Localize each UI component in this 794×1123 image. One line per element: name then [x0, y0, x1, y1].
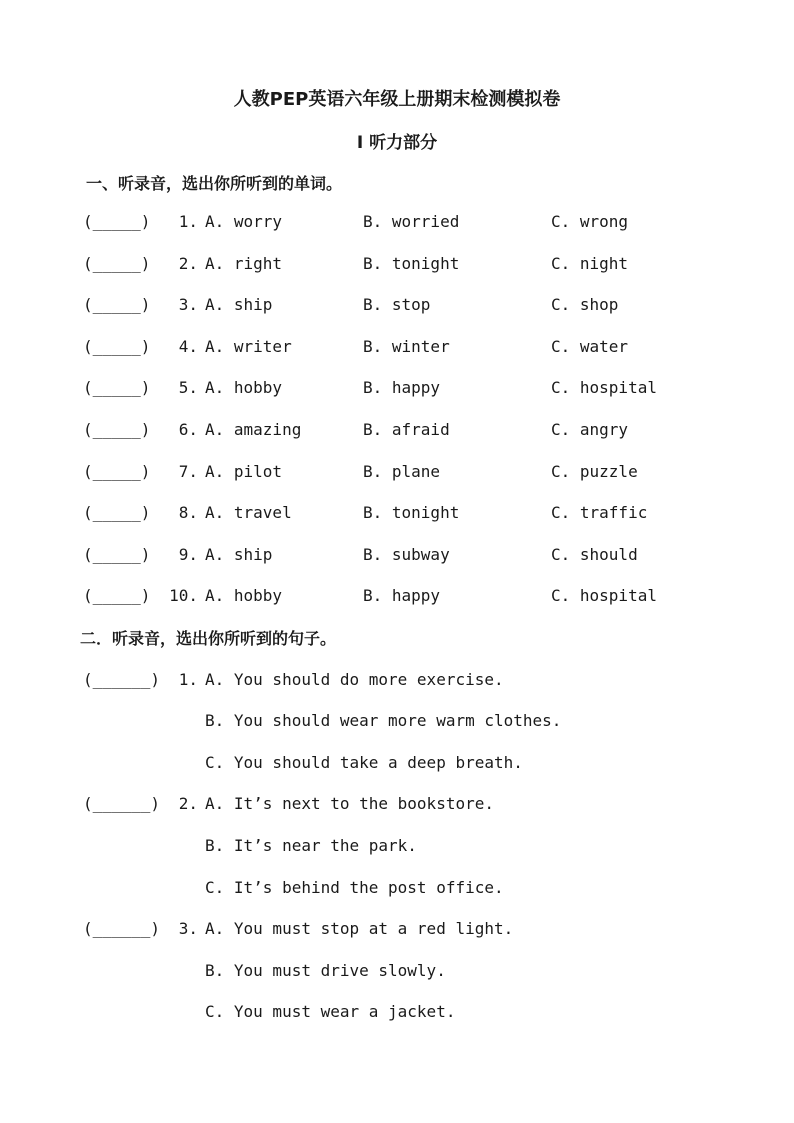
question-number: 5.	[178, 378, 198, 397]
question-number: 2.	[178, 254, 198, 273]
page-title: 人教PEP英语六年级上册期末检测模拟卷	[233, 89, 561, 110]
question-number: 6.	[178, 420, 198, 439]
answer-blank[interactable]: (______)	[83, 794, 161, 813]
option-row	[0, 753, 794, 777]
answer-blank[interactable]: (_____)	[83, 212, 151, 231]
question-row	[0, 295, 794, 319]
question-number: 3.	[178, 919, 198, 938]
option-b: B. happy	[363, 378, 441, 397]
option-b: B. plane	[363, 462, 441, 481]
option-b: B. You should wear more warm clothes.	[205, 711, 562, 730]
option-a: A. It’s next to the bookstore.	[205, 794, 494, 813]
option-a: A. right	[205, 254, 283, 273]
question-number: 3.	[178, 295, 198, 314]
option-row	[0, 836, 794, 860]
answer-blank[interactable]: (_____)	[83, 295, 151, 314]
question-row	[0, 503, 794, 527]
option-b: B. tonight	[363, 503, 460, 522]
option-c: C. hospital	[551, 586, 657, 605]
option-b: B. winter	[363, 337, 450, 356]
section2-heading: 二．听录音，选出你所听到的句子。	[80, 629, 337, 648]
question-number: 7.	[178, 462, 198, 481]
option-b: B. subway	[363, 545, 450, 564]
answer-blank[interactable]: (_____)	[83, 420, 151, 439]
option-c: C. puzzle	[551, 462, 638, 481]
option-c: C. You must wear a jacket.	[205, 1002, 456, 1021]
question-row	[0, 212, 794, 236]
question-row	[0, 254, 794, 278]
option-c: C. wrong	[551, 212, 629, 231]
option-row	[0, 961, 794, 985]
option-b: B. You must drive slowly.	[205, 961, 446, 980]
option-a: A. travel	[205, 503, 292, 522]
option-c: C. angry	[551, 420, 629, 439]
option-c: C. water	[551, 337, 629, 356]
option-b: B. It’s near the park.	[205, 836, 417, 855]
option-a: A. writer	[205, 337, 292, 356]
question-row	[0, 545, 794, 569]
option-b: B. worried	[363, 212, 460, 231]
answer-blank[interactable]: (______)	[83, 670, 161, 689]
option-c: C. shop	[551, 295, 619, 314]
option-b: B. happy	[363, 586, 441, 605]
option-c: C. It’s behind the post office.	[205, 878, 504, 897]
option-c: C. You should take a deep breath.	[205, 753, 523, 772]
question-number: 9.	[178, 545, 198, 564]
question-row	[0, 670, 794, 694]
option-a: A. ship	[205, 295, 273, 314]
question-number: 1.	[178, 670, 198, 689]
option-c: C. should	[551, 545, 638, 564]
question-row	[0, 462, 794, 486]
answer-blank[interactable]: (_____)	[83, 586, 151, 605]
question-number: 8.	[178, 503, 198, 522]
option-row	[0, 878, 794, 902]
option-b: B. stop	[363, 295, 431, 314]
question-row	[0, 378, 794, 402]
answer-blank[interactable]: (_____)	[83, 545, 151, 564]
option-c: C. hospital	[551, 378, 657, 397]
option-c: C. night	[551, 254, 629, 273]
answer-blank[interactable]: (______)	[83, 919, 161, 938]
option-c: C. traffic	[551, 503, 648, 522]
answer-blank[interactable]: (_____)	[83, 503, 151, 522]
option-a: A. ship	[205, 545, 273, 564]
option-row	[0, 711, 794, 735]
option-b: B. afraid	[363, 420, 450, 439]
question-row	[0, 337, 794, 361]
option-a: A. hobby	[205, 586, 283, 605]
option-row	[0, 1002, 794, 1026]
option-a: A. hobby	[205, 378, 283, 397]
answer-blank[interactable]: (_____)	[83, 378, 151, 397]
question-row	[0, 420, 794, 444]
answer-blank[interactable]: (_____)	[83, 462, 151, 481]
question-number: 2.	[178, 794, 198, 813]
answer-blank[interactable]: (_____)	[83, 254, 151, 273]
question-row	[0, 919, 794, 943]
question-row	[0, 586, 794, 610]
question-number: 1.	[178, 212, 198, 231]
question-number: 4.	[178, 337, 198, 356]
option-b: B. tonight	[363, 254, 460, 273]
option-a: A. You must stop at a red light.	[205, 919, 514, 938]
question-row	[0, 794, 794, 818]
option-a: A. worry	[205, 212, 283, 231]
question-number: 10.	[169, 586, 198, 605]
option-a: A. You should do more exercise.	[205, 670, 504, 689]
section1-heading: 一、听录音，选出你所听到的单词。	[86, 174, 343, 193]
page-subtitle: I 听力部分	[356, 133, 438, 153]
option-a: A. amazing	[205, 420, 302, 439]
option-a: A. pilot	[205, 462, 283, 481]
answer-blank[interactable]: (_____)	[83, 337, 151, 356]
